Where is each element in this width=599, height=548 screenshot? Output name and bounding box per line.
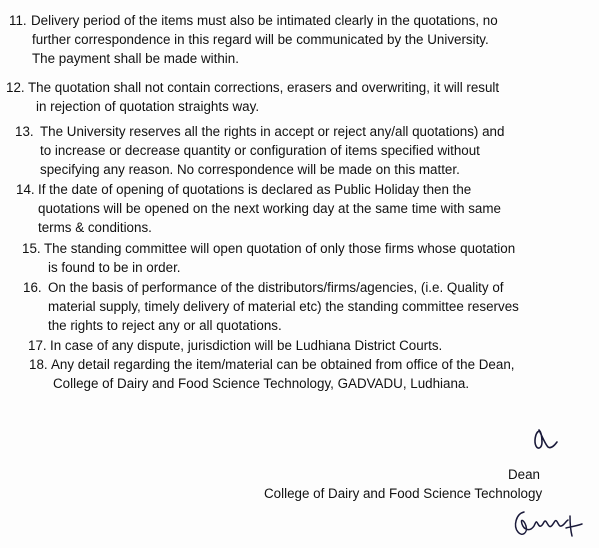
- signatory-title: Dean: [507, 467, 540, 482]
- terms-item-15: [22, 239, 570, 277]
- item-text-line: in rejection of quotation straights way.: [36, 99, 260, 115]
- terms-item-12: [6, 78, 566, 116]
- item-text-line: terms & conditions.: [38, 220, 152, 236]
- item-text-line: On the basis of performance of the distributors/firms/agencies, (i.e. Quality of: [48, 280, 504, 295]
- terms-item-11: [9, 11, 569, 69]
- item-text-line: If the date of opening of quotations is declared as Public Holiday then the: [38, 182, 472, 197]
- item-number: 14.: [16, 182, 35, 197]
- item-text-line: The quotation shall not contain corrections, erasers and overwriting, it will result: [28, 80, 500, 95]
- item-number: 11.: [9, 13, 27, 28]
- item-text-line: Any detail regarding the item/material can be obtained from office of the Dean,: [51, 357, 515, 372]
- item-text-line: The payment shall be made within.: [32, 51, 239, 67]
- item-text-line: In case of any dispute, jurisdiction will be Ludhiana District Courts.: [50, 338, 443, 353]
- item-text-line: The standing committee will open quotation of only those firms whose quotation: [44, 241, 516, 256]
- signature-block: [264, 465, 584, 503]
- item-text-line: further correspondence in this regard will be communicated by the University.: [32, 32, 489, 48]
- signature-initial: [530, 428, 560, 454]
- item-text-line: is found to be in order.: [48, 260, 181, 276]
- item-text-line: Delivery period of the items must also be intimated clearly in the quotations, no: [31, 13, 498, 28]
- item-text-line: the rights to reject any or all quotations.: [48, 318, 282, 334]
- item-number: 13.: [15, 124, 34, 139]
- item-number: 17.: [28, 338, 47, 353]
- item-number: 12.: [6, 80, 25, 95]
- item-text-line: material supply, timely delivery of material etc) the standing committee reserves: [48, 299, 519, 315]
- terms-item-16: [23, 278, 571, 336]
- terms-item-18: [29, 355, 569, 393]
- item-text-line: The University reserves all the rights in accept or reject any/all quotations) and: [40, 124, 505, 139]
- item-text-line: to increase or decrease quantity or configuration of items specified without: [40, 143, 480, 159]
- item-text-line: specifying any reason. No correspondence will be made on this matter.: [40, 162, 460, 178]
- terms-item-17: [28, 336, 568, 355]
- terms-item-14: [16, 180, 576, 238]
- terms-item-13: [15, 122, 575, 180]
- item-number: 16.: [23, 280, 42, 295]
- item-text-line: quotations will be opened on the next working day at the same time with same: [38, 201, 501, 217]
- item-number: 15.: [22, 241, 41, 256]
- signatory-office: College of Dairy and Food Science Technology: [264, 486, 543, 501]
- item-text-line: College of Dairy and Food Science Technology, GADVADU, Ludhiana.: [53, 376, 470, 392]
- handwritten-signature: [510, 506, 586, 542]
- item-number: 18.: [29, 357, 48, 372]
